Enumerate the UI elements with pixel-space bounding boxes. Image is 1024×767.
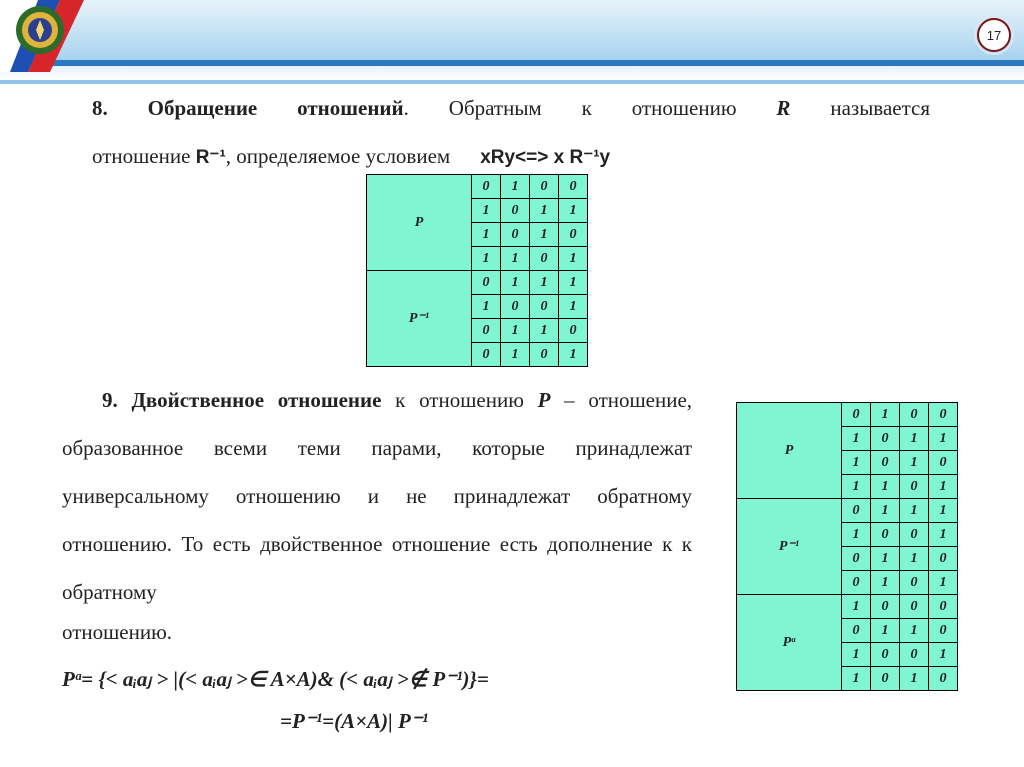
section8-number: 8. [92, 96, 108, 120]
matrix-cell: 1 [871, 619, 900, 643]
matrix-cell: 1 [559, 271, 588, 295]
section9-text-a: к отношению [395, 388, 524, 412]
matrix-cell: 1 [929, 643, 958, 667]
matrix-cell: 0 [472, 319, 501, 343]
matrix-cell: 1 [900, 619, 929, 643]
group-label: P⁻¹ [367, 271, 472, 367]
matrix-cell: 0 [842, 499, 871, 523]
matrix-cell: 1 [842, 523, 871, 547]
matrix-cell: 1 [472, 247, 501, 271]
symbol-r-inverse: R⁻¹ [195, 147, 226, 168]
matrix-cell: 0 [929, 451, 958, 475]
matrix-cell: 1 [871, 571, 900, 595]
relation-table-2 [736, 402, 958, 691]
matrix-cell: 1 [472, 199, 501, 223]
matrix-cell: 1 [842, 595, 871, 619]
matrix-cell: 1 [501, 247, 530, 271]
matrix-cell: 0 [871, 595, 900, 619]
section8-text-b: называется [830, 96, 931, 120]
matrix-cell: 0 [900, 643, 929, 667]
matrix-cell: 1 [900, 427, 929, 451]
matrix-cell: 0 [929, 547, 958, 571]
matrix-cell: 1 [900, 451, 929, 475]
matrix-cell: 0 [530, 247, 559, 271]
matrix-cell: 1 [501, 175, 530, 199]
matrix-cell: 1 [501, 319, 530, 343]
matrix-cell: 0 [842, 571, 871, 595]
matrix-cell: 1 [842, 451, 871, 475]
table-row [737, 595, 958, 619]
matrix-cell: 0 [842, 619, 871, 643]
matrix-cell: 0 [842, 547, 871, 571]
matrix-cell: 0 [900, 595, 929, 619]
section9-heading: Двойственное отношение [131, 388, 382, 412]
group-label: Pᵅ [737, 595, 842, 691]
formula-line-1: Pᵅ= {< aᵢaⱼ > |(< aᵢaⱼ >∈ A×A)& (< aᵢaⱼ >∉ P⁻¹)}= [62, 667, 489, 691]
matrix-cell: 1 [871, 403, 900, 427]
flag-emblem-icon [0, 0, 100, 72]
matrix-cell: 0 [900, 523, 929, 547]
table-row [737, 403, 958, 427]
matrix-cell: 0 [472, 343, 501, 367]
section9-number: 9. [102, 388, 118, 412]
section8-line2-a: отношение [92, 144, 191, 168]
section8-heading: Обращение отношений [147, 96, 404, 120]
section9-paragraph [62, 376, 692, 616]
section9-last-line: отношению. [62, 620, 173, 644]
matrix-cell: 0 [559, 223, 588, 247]
matrix-cell: 1 [501, 271, 530, 295]
matrix-cell: 0 [559, 319, 588, 343]
matrix-cell: 0 [900, 475, 929, 499]
matrix-cell: 0 [929, 403, 958, 427]
matrix-cell: 0 [900, 571, 929, 595]
matrix-cell: 1 [871, 547, 900, 571]
matrix-cell: 1 [842, 427, 871, 451]
table-row [737, 499, 958, 523]
matrix-cell: 1 [530, 223, 559, 247]
matrix-cell: 1 [842, 643, 871, 667]
matrix-cell: 0 [559, 175, 588, 199]
matrix-cell: 1 [472, 223, 501, 247]
matrix-cell: 0 [871, 643, 900, 667]
table-row [367, 271, 588, 295]
matrix-cell: 1 [929, 571, 958, 595]
matrix-cell: 1 [871, 499, 900, 523]
matrix-cell: 1 [530, 271, 559, 295]
matrix-cell: 0 [501, 295, 530, 319]
slide-header [0, 0, 1024, 84]
symbol-p: P [537, 388, 551, 412]
matrix-cell: 0 [472, 271, 501, 295]
matrix-cell: 1 [929, 427, 958, 451]
group-label: P⁻¹ [737, 499, 842, 595]
matrix-cell: 0 [929, 619, 958, 643]
matrix-cell: 1 [472, 295, 501, 319]
matrix-cell: 1 [929, 475, 958, 499]
matrix-cell: 1 [559, 295, 588, 319]
matrix-cell: 0 [501, 199, 530, 223]
matrix-cell: 0 [472, 175, 501, 199]
matrix-cell: 0 [871, 523, 900, 547]
matrix-cell: 1 [900, 667, 929, 691]
matrix-cell: 1 [929, 499, 958, 523]
matrix-cell: 0 [530, 175, 559, 199]
matrix-cell: 1 [530, 319, 559, 343]
matrix-cell: 1 [559, 247, 588, 271]
matrix-cell: 0 [842, 403, 871, 427]
section8-line1 [92, 84, 930, 132]
matrix-cell: 0 [501, 223, 530, 247]
matrix-cell: 1 [530, 199, 559, 223]
formula-line-2: =P⁻¹=(A×A)| P⁻¹ [280, 709, 429, 733]
section8-text-a: . Обратным к отношению [403, 96, 737, 120]
matrix-cell: 1 [559, 343, 588, 367]
matrix-cell: 1 [929, 523, 958, 547]
matrix-cell: 1 [842, 475, 871, 499]
matrix-cell: 0 [900, 403, 929, 427]
matrix-cell: 0 [871, 427, 900, 451]
matrix-cell: 1 [900, 499, 929, 523]
matrix-cell: 1 [559, 199, 588, 223]
matrix-cell: 0 [871, 451, 900, 475]
matrix-cell: 1 [900, 547, 929, 571]
page-number: 17 [977, 18, 1011, 52]
group-label: P [737, 403, 842, 499]
matrix-cell: 0 [871, 667, 900, 691]
symbol-r: R [776, 96, 791, 120]
matrix-cell: 0 [929, 595, 958, 619]
header-fade [0, 66, 1024, 80]
section8-condition: xRy<=> x R⁻¹y [480, 147, 611, 168]
relation-table-1 [366, 174, 588, 367]
matrix-cell: 1 [501, 343, 530, 367]
table-row [367, 175, 588, 199]
matrix-cell: 0 [530, 295, 559, 319]
matrix-cell: 1 [871, 475, 900, 499]
matrix-cell: 0 [530, 343, 559, 367]
section9-text-b: – отношение, образованное всеми теми парами, которые принадлежат универсальному отношению и не принадлежат обратному отношению. То есть двойственное отношение есть дополнение к к обратному [62, 388, 693, 604]
section8-line2-b: , определяемое условием [225, 144, 451, 168]
matrix-cell: 0 [929, 667, 958, 691]
group-label: P [367, 175, 472, 271]
matrix-cell: 1 [842, 667, 871, 691]
